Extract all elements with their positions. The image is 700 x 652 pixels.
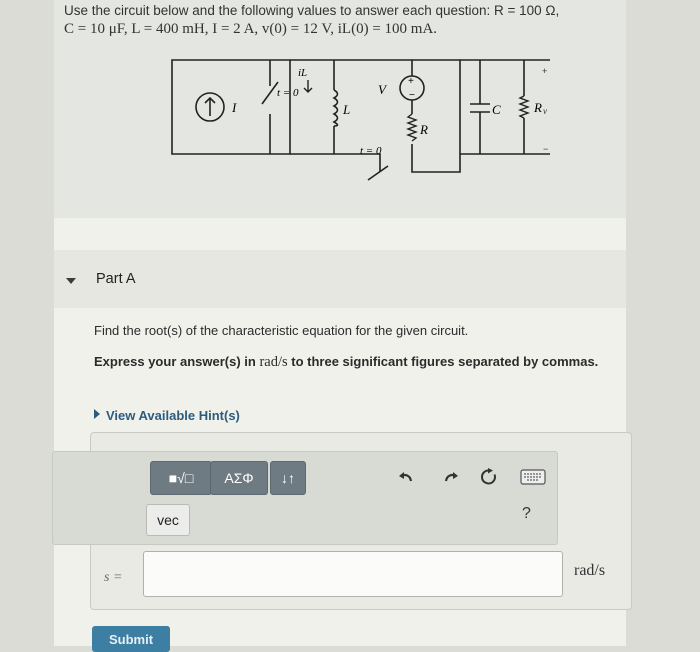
arrows-label: ↓↑ bbox=[281, 470, 295, 486]
undo-button[interactable] bbox=[393, 462, 419, 492]
greek-symbols-button[interactable] bbox=[210, 461, 268, 495]
keyboard-icon bbox=[520, 469, 546, 485]
templates-label: ■√□ bbox=[168, 470, 194, 486]
problem-statement bbox=[54, 0, 626, 218]
instruction-unit: rad/s bbox=[259, 354, 288, 370]
current-source-icon bbox=[196, 93, 224, 121]
subscript-button[interactable] bbox=[270, 461, 306, 495]
reset-icon bbox=[479, 467, 499, 487]
vec-label: vec bbox=[157, 512, 179, 528]
output-v: v bbox=[543, 106, 547, 116]
instruction-prefix: Express your answer(s) in bbox=[94, 354, 260, 369]
templates-button[interactable] bbox=[150, 461, 212, 495]
switch-1-label: t = 0 bbox=[277, 87, 299, 99]
redo-button[interactable] bbox=[438, 462, 464, 492]
resistor-2-icon bbox=[520, 96, 528, 118]
instruction-suffix: to three significant figures separated by commas. bbox=[287, 354, 599, 369]
inductor-current-label: iL bbox=[298, 67, 308, 79]
answer-variable-label: s = bbox=[104, 570, 123, 585]
help-button[interactable]: ? bbox=[522, 505, 531, 522]
collapse-caret-icon[interactable] bbox=[66, 278, 76, 284]
capacitor-label: C bbox=[492, 102, 501, 117]
source-label: I bbox=[232, 100, 237, 115]
inductor-icon bbox=[334, 90, 338, 126]
problem-intro bbox=[64, 2, 620, 38]
voltage-label: V bbox=[378, 82, 386, 97]
question-text: Find the root(s) of the characteristic equation for the given circuit. bbox=[94, 323, 469, 338]
hints-label: View Available Hint(s) bbox=[106, 408, 240, 423]
switch-2-label: t = 0 bbox=[360, 145, 382, 157]
current-arrow-icon bbox=[304, 80, 312, 92]
intro-text: Use the circuit below and the following values to answer each question: R = 100 Ω, bbox=[64, 3, 560, 18]
greek-label: ΑΣΦ bbox=[224, 470, 254, 486]
problem-page bbox=[54, 0, 626, 646]
inductor-label: L bbox=[343, 102, 351, 117]
vector-button[interactable] bbox=[146, 504, 190, 536]
values-line: C = 10 μF, L = 400 mH, I = 2 A, v(0) = 12 V, iL(0) = 100 mA. bbox=[64, 21, 438, 37]
resistor-2-label: R bbox=[534, 100, 542, 115]
answer-input[interactable] bbox=[143, 551, 563, 597]
part-a-header[interactable] bbox=[54, 250, 626, 308]
output-plus: + bbox=[542, 66, 548, 76]
reset-button[interactable] bbox=[476, 462, 502, 492]
instruction-text bbox=[94, 352, 614, 372]
redo-icon bbox=[441, 467, 461, 487]
circuit-diagram bbox=[150, 54, 550, 204]
switch-2 bbox=[368, 166, 388, 180]
output-minus: − bbox=[543, 144, 549, 154]
view-hints-link[interactable] bbox=[94, 408, 240, 423]
voltage-plus: + bbox=[408, 76, 414, 87]
part-a-label: Part A bbox=[96, 271, 136, 287]
expand-triangle-icon bbox=[94, 409, 100, 419]
capacitor-icon bbox=[470, 60, 490, 154]
resistor-1-label: R bbox=[420, 122, 428, 137]
answer-unit-label: rad/s bbox=[574, 562, 606, 579]
resistor-1-icon bbox=[408, 114, 416, 141]
submit-button[interactable]: Submit bbox=[92, 626, 170, 652]
voltage-minus: − bbox=[409, 90, 415, 101]
undo-icon bbox=[396, 467, 416, 487]
keyboard-button[interactable] bbox=[518, 462, 548, 492]
